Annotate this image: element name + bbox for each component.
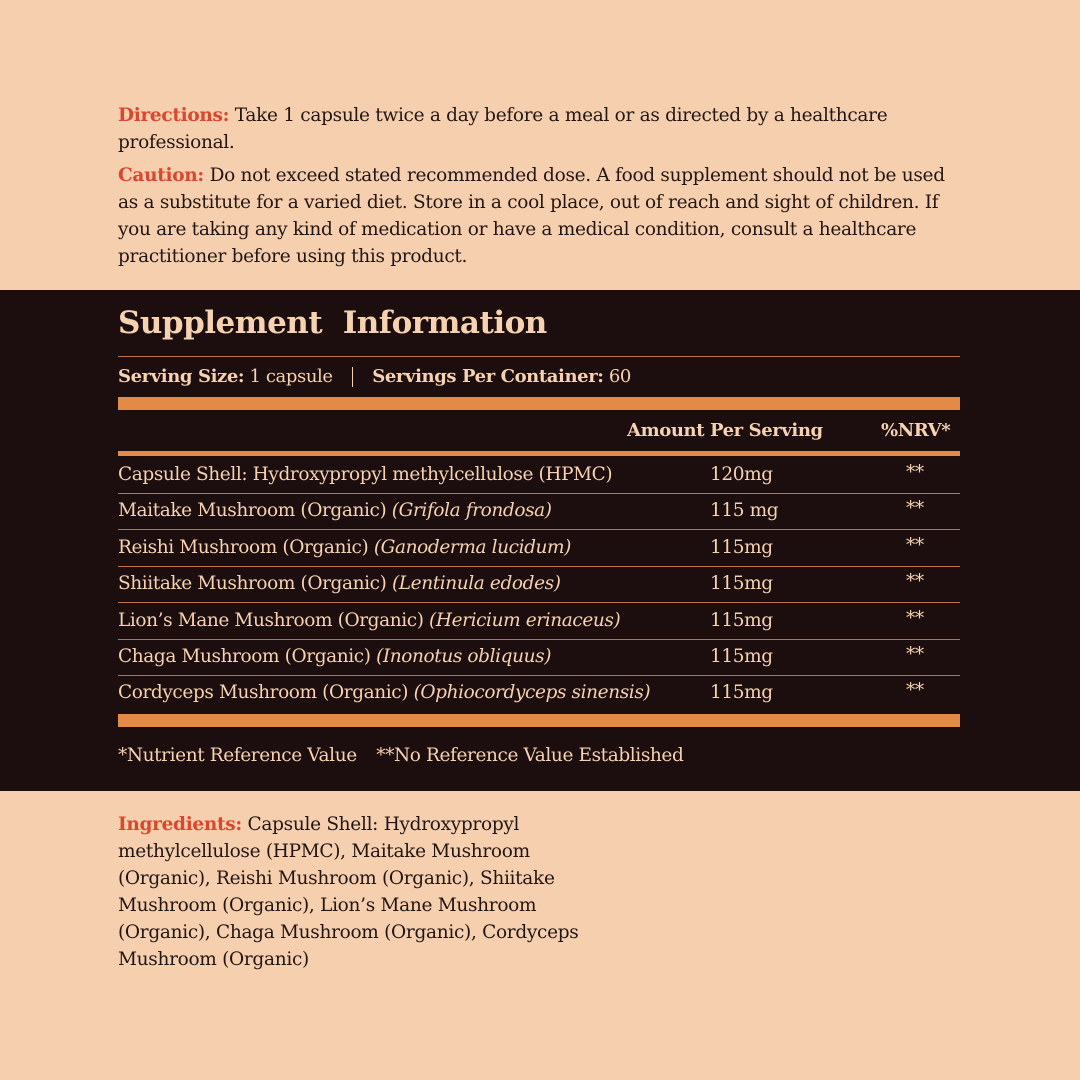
serving-size-value: 1 capsule: [249, 366, 333, 387]
ingredient-latin-name: (Ganoderma lucidum): [373, 536, 572, 558]
directions-text: Take 1 capsule twice a day before a meal or as directed by a healthcare professional.: [118, 105, 888, 153]
caution-paragraph: [118, 162, 968, 270]
ingredient-nrv: **: [906, 534, 924, 556]
ingredient-amount: 115mg: [710, 573, 773, 595]
ingredient-amount: 115mg: [710, 682, 773, 704]
ingredient-nrv: **: [906, 644, 924, 665]
servings-per-container-value: 60: [608, 366, 631, 387]
table-row: [118, 493, 960, 530]
directions-caution-section: [118, 102, 968, 276]
table-row: [118, 530, 960, 567]
servings-per-container-label: Servings Per Container:: [372, 366, 604, 387]
ingredient-name: [118, 464, 612, 485]
ingredient-nrv: **: [906, 571, 924, 593]
footnote-no-reference: **No Reference Value Established: [376, 745, 684, 766]
ingredient-common-name: Chaga Mushroom (Organic): [118, 646, 371, 667]
table-row: [118, 566, 960, 603]
ingredients-text: Capsule Shell: Hydroxypropyl methylcellulose (HPMC), Maitake Mushroom (Organic), Reishi Mushroom (Organic), Shiitake Mushroom (Organic), Lion’s Mane Mushroom (Organic), Chaga Mushroom (Organic), Cordyceps Mushroom (Organic): [118, 814, 579, 970]
ingredients-paragraph: [118, 811, 598, 973]
footnote-nrv: *Nutrient Reference Value: [118, 745, 357, 766]
table-row: [118, 457, 960, 494]
ingredient-latin-name: (Grifola frondosa): [391, 500, 552, 522]
ingredient-common-name: Maitake Mushroom (Organic): [118, 500, 387, 522]
thick-divider-top: [118, 397, 960, 410]
thick-divider-bottom: [118, 714, 960, 727]
ingredient-nrv: **: [906, 498, 924, 520]
ingredient-amount: 115mg: [710, 609, 773, 631]
ingredient-nrv: **: [906, 462, 924, 483]
supplement-title: Supplement Information: [118, 305, 547, 341]
ingredient-name: [118, 682, 650, 703]
ingredient-amount: 115mg: [710, 536, 773, 558]
ingredient-name: [118, 646, 551, 667]
title-divider: [118, 356, 960, 357]
table-row: [118, 675, 960, 711]
ingredients-label: Ingredients:: [118, 814, 242, 835]
ingredient-nrv: **: [906, 680, 924, 702]
ingredient-name: [118, 500, 552, 521]
header-divider: [118, 451, 960, 456]
table-row: [118, 603, 960, 640]
serving-size-label: Serving Size:: [118, 366, 245, 387]
ingredient-amount: 115mg: [710, 646, 773, 667]
column-header-nrv: %NRV*: [881, 420, 951, 441]
serving-separator: [352, 367, 353, 387]
ingredient-common-name: Lion’s Mane Mushroom (Organic): [118, 609, 424, 631]
directions-label: Directions:: [118, 105, 230, 126]
ingredient-common-name: Capsule Shell: Hydroxypropyl methylcellulose (HPMC): [118, 464, 613, 485]
ingredient-latin-name: (Ophiocordyceps sinensis): [413, 682, 651, 704]
ingredient-amount: 115 mg: [710, 500, 779, 522]
caution-label: Caution:: [118, 165, 204, 186]
ingredient-nrv: **: [906, 607, 924, 629]
ingredient-common-name: Cordyceps Mushroom (Organic): [118, 682, 409, 704]
ingredient-name: [118, 537, 571, 558]
ingredient-latin-name: (Lentinula edodes): [391, 573, 561, 595]
serving-info: [118, 366, 631, 387]
ingredient-common-name: Reishi Mushroom (Organic): [118, 536, 369, 558]
ingredient-latin-name: (Hericium erinaceus): [429, 609, 621, 631]
ingredient-amount: 120mg: [710, 464, 773, 485]
table-row: [118, 639, 960, 676]
directions-paragraph: [118, 102, 968, 156]
caution-text: Do not exceed stated recommended dose. A food supplement should not be used as a substitute for a varied diet. Store in a cool place, out of reach and sight of children. If you are taking any kind of medication or have a medical condition, consult a healthcare practitioner before using this product.: [118, 165, 945, 267]
ingredient-common-name: Shiitake Mushroom (Organic): [118, 573, 387, 595]
ingredient-name: [118, 573, 561, 594]
column-header-amount: Amount Per Serving: [627, 420, 823, 441]
ingredient-name: [118, 610, 620, 631]
ingredient-latin-name: (Inonotus obliquus): [376, 646, 552, 667]
footnotes: [118, 745, 683, 766]
